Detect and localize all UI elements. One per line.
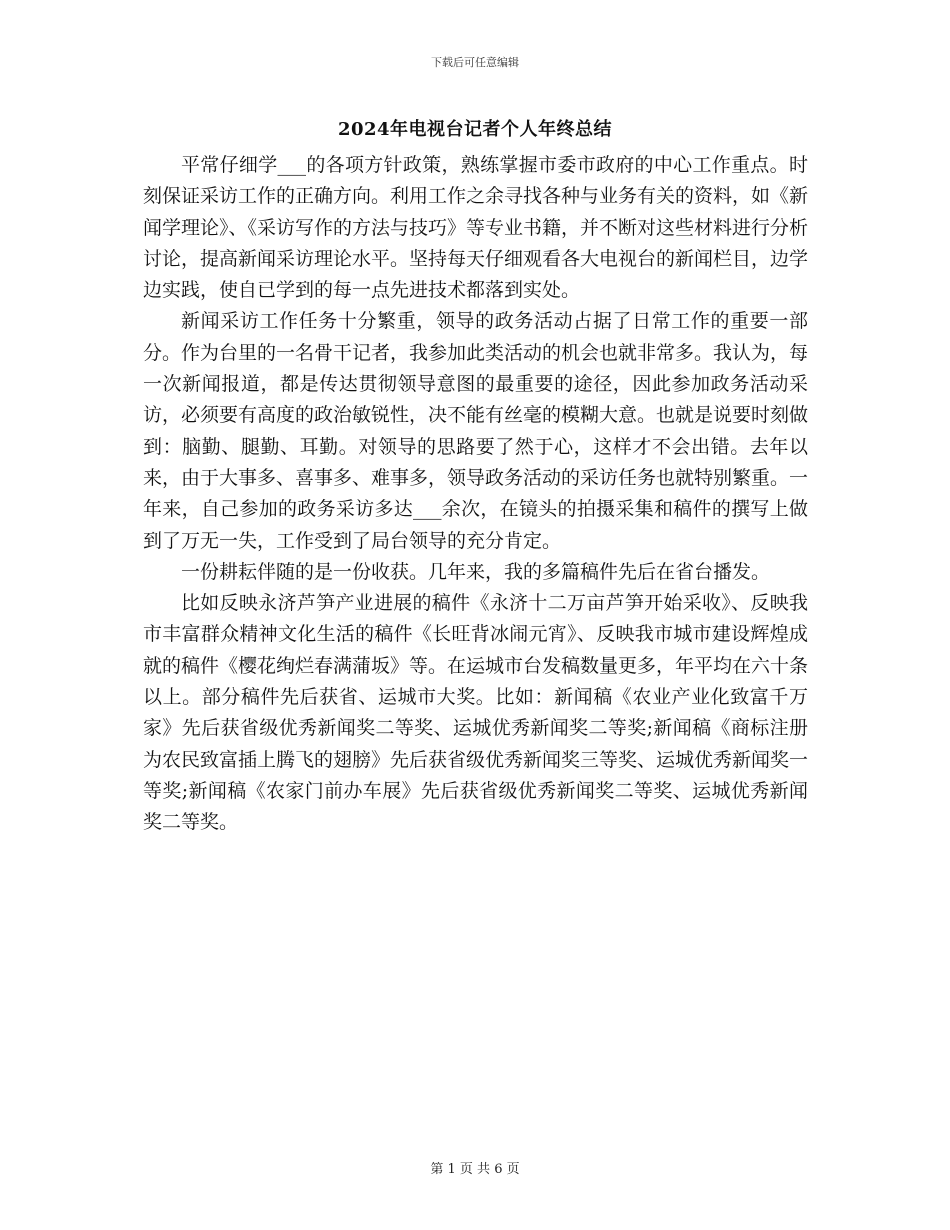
paragraph-harvest: 一份耕耘伴随的是一份收获。几年来，我的多篇稿件先后在省台播发。 — [181, 560, 771, 583]
page-header-note: 下载后可任意编辑 — [431, 56, 519, 69]
paragraph-political-coverage: 新闻采访工作任务十分繁重，领导的政务活动占据了日常工作的重要一部分。作为台里的一名骨干记者，我参加此类活动的机会也就非常多。我认为，每一次新闻报道，都是传达贯彻领导意图的最重要的途径，因此参加政务活动采访，必须要有高度的政治敏锐性，决不能有丝毫的模糊大意。也就是说要时刻做到：脑勤、腿勤、耳勤。对领导的思路要了然于心，这样才不会出错。去年以来，由于大事多、喜事多、难事多，领导政务活动的采访任务也就特别繁重。一年来，自己参加的政务采访多达___余次，在镜头的拍摄采集和稿件的撰写上做到了万无一失，工作受到了局台领导的充分肯定。 — [143, 310, 809, 552]
paragraph-study: 平常仔细学___的各项方针政策，熟练掌握市委市政府的中心工作重点。时刻保证采访工作的正确方向。利用工作之余寻找各种与业务有关的资料，如《新闻学理论》、《采访写作的方法与技巧》等专业书籍，并不断对这些材料进行分析讨论，提高新闻采访理论水平。坚持每天仔细观看各大电视台的新闻栏目，边学边实践，使自已学到的每一点先进技术都落到实处。 — [143, 154, 809, 302]
document-body — [143, 150, 808, 839]
paragraph-awards: 比如反映永济芦笋产业进展的稿件《永济十二万亩芦笋开始采收》、反映我市丰富群众精神文化生活的稿件《长旺背冰闹元宵》、反映我市城市建设辉煌成就的稿件《樱花绚烂春满蒲坂》等。在运城市台发稿数量更多，年平均在六十条以上。部分稿件先后获省、运城市大奖。比如：新闻稿《农业产业化致富千万家》先后获省级优秀新闻奖二等奖、运城优秀新闻奖二等奖;新闻稿《商标注册为农民致富插上腾飞的翅膀》先后获省级优秀新闻奖三等奖、运城优秀新闻奖一等奖;新闻稿《农家门前办车展》先后获省级优秀新闻奖二等奖、运城优秀新闻奖二等奖。 — [143, 592, 809, 834]
page-number: 第 1 页 共 6 页 — [430, 1162, 520, 1177]
document-title: 2024年电视台记者个人年终总结 — [337, 119, 613, 140]
